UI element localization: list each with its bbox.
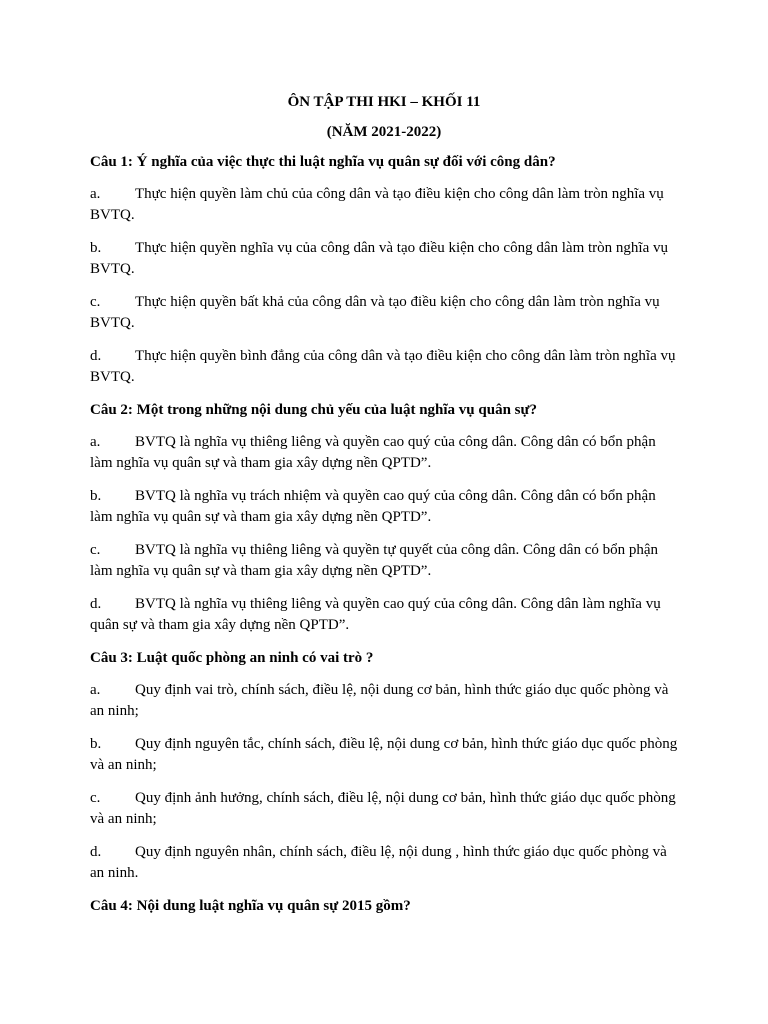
question-list bbox=[90, 152, 680, 928]
option-text: BVTQ là nghĩa vụ thiêng liêng và quyền cao quý của công dân. Công dân làm nghĩa vụ quân sự và tham gia xây dựng nền QPTD”. bbox=[90, 596, 661, 633]
option-text: Thực hiện quyền nghĩa vụ của công dân và tạo điều kiện cho công dân làm tròn nghĩa vụ BVTQ. bbox=[90, 240, 668, 277]
document-title: ÔN TẬP THI HKI – KHỐI 11 bbox=[287, 94, 481, 110]
option-text: Thực hiện quyền bất khả của công dân và tạo điều kiện cho công dân làm tròn nghĩa vụ BVTQ. bbox=[90, 294, 660, 331]
option-text: BVTQ là nghĩa vụ thiêng liêng và quyền tự quyết của công dân. Công dân có bổn phận làm nghĩa vụ quân sự và tham gia xây dựng nền QPTD”. bbox=[90, 542, 659, 579]
option-text: Thực hiện quyền làm chủ của công dân và tạo điều kiện cho công dân làm tròn nghĩa vụ BVTQ. bbox=[90, 186, 664, 223]
option-text: BVTQ là nghĩa vụ trách nhiệm và quyền cao quý của công dân. Công dân có bổn phận làm nghĩa vụ quân sự và tham gia xây dựng nền QPTD”. bbox=[90, 488, 656, 525]
question-2-option-b bbox=[90, 486, 680, 528]
option-letter: c. bbox=[90, 542, 101, 558]
question-2: Câu 2: Một trong những nội dung chủ yếu của luật nghĩa vụ quân sự? bbox=[90, 402, 538, 418]
question-2-option-c bbox=[90, 540, 680, 582]
option-text: Quy định nguyên tắc, chính sách, điều lệ, nội dung cơ bản, hình thức giáo dục quốc phòng và an ninh; bbox=[90, 736, 678, 773]
option-text: Quy định ảnh hưởng, chính sách, điều lệ, nội dung cơ bản, hình thức giáo dục quốc phòng và an ninh; bbox=[90, 790, 676, 827]
question-4: Câu 4: Nội dung luật nghĩa vụ quân sự 2015 gồm? bbox=[90, 898, 411, 914]
question-1-option-a bbox=[90, 184, 680, 226]
option-letter: c. bbox=[90, 294, 101, 310]
question-3-option-b bbox=[90, 734, 680, 776]
question-3-option-a bbox=[90, 680, 680, 722]
question-3-option-d bbox=[90, 842, 680, 884]
option-letter: d. bbox=[90, 348, 102, 364]
option-letter: b. bbox=[90, 736, 102, 752]
question-2-option-a bbox=[90, 432, 680, 474]
option-letter: b. bbox=[90, 240, 102, 256]
question-2-option-d bbox=[90, 594, 680, 636]
option-letter: d. bbox=[90, 596, 102, 612]
document-subtitle: (NĂM 2021-2022) bbox=[326, 124, 442, 140]
option-text: Quy định nguyên nhân, chính sách, điều lệ, nội dung , hình thức giáo dục quốc phòng và an ninh. bbox=[90, 844, 667, 881]
question-1-option-c bbox=[90, 292, 680, 334]
option-text: Thực hiện quyền bình đẳng của công dân và tạo điều kiện cho công dân làm tròn nghĩa vụ BVTQ. bbox=[90, 348, 676, 385]
option-letter: a. bbox=[90, 186, 101, 202]
question-1-option-d bbox=[90, 346, 680, 388]
question-3: Câu 3: Luật quốc phòng an ninh có vai trò ? bbox=[90, 650, 374, 666]
option-letter: c. bbox=[90, 790, 101, 806]
option-text: BVTQ là nghĩa vụ thiêng liêng và quyền cao quý của công dân. Công dân có bổn phận làm nghĩa vụ quân sự và tham gia xây dựng nền QPTD”. bbox=[90, 434, 656, 471]
question-1: Câu 1: Ý nghĩa của việc thực thi luật nghĩa vụ quân sự đối với công dân? bbox=[90, 154, 556, 170]
question-3-option-c bbox=[90, 788, 680, 830]
question-1-option-b bbox=[90, 238, 680, 280]
option-letter: a. bbox=[90, 434, 101, 450]
option-letter: b. bbox=[90, 488, 102, 504]
option-letter: d. bbox=[90, 844, 102, 860]
option-letter: a. bbox=[90, 682, 101, 698]
option-text: Quy định vai trò, chính sách, điều lệ, nội dung cơ bản, hình thức giáo dục quốc phòng và an ninh; bbox=[90, 682, 669, 719]
